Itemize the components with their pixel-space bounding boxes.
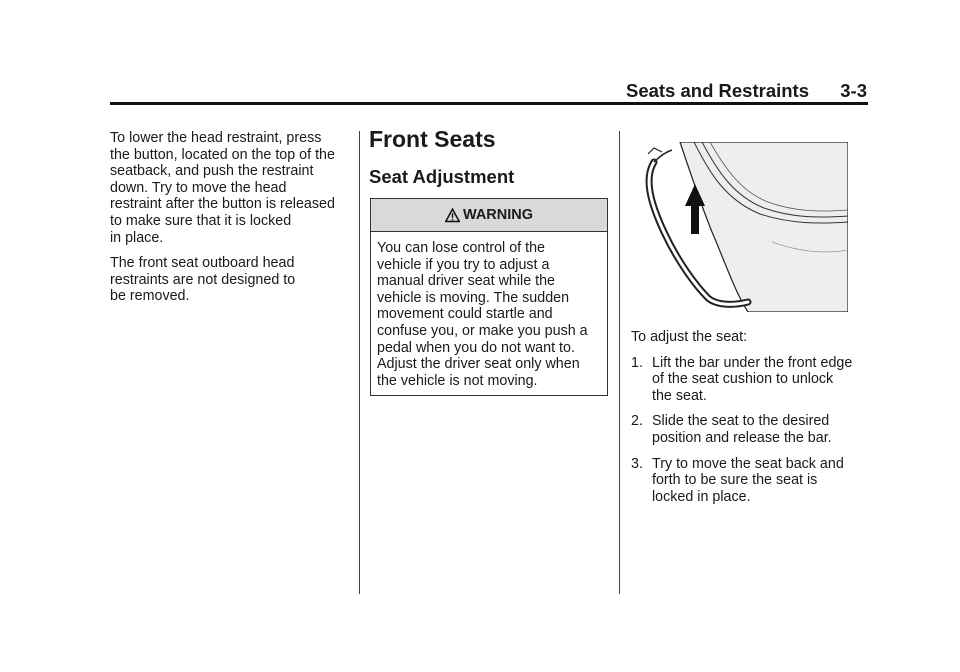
header-rule	[110, 102, 868, 105]
list-item	[631, 456, 871, 506]
step-text: Slide the seat to the desired position and release the bar.	[652, 413, 832, 446]
seat-adjustment-illustration	[640, 142, 848, 312]
list-item	[631, 413, 871, 446]
warning-icon	[445, 208, 460, 223]
steps-intro: To adjust the seat:	[631, 329, 748, 345]
section-heading: Front Seats	[369, 126, 496, 152]
left-column	[110, 130, 350, 314]
step-number: 1.	[631, 354, 643, 371]
step-text: Try to move the seat back and forth to be sure the seat is locked in place.	[652, 455, 844, 505]
paragraph-lower-head-restraint: To lower the head restraint, press the button, located on the top of the seatback, and push the restraint down. Try to move the head restraint after the button is released to make sure that it is locked in place.	[110, 130, 335, 246]
page-number: 3-3	[840, 80, 867, 101]
warning-text: You can lose control of the vehicle if you try to adjust a manual driver seat while the vehicle is moving. The sudden movement could startle and confuse you, or make you push a pedal when you do not want to. Adjust the driver seat only when the vehicle is not moving.	[377, 240, 588, 389]
subsection-heading: Seat Adjustment	[369, 166, 515, 187]
column-divider-right	[619, 131, 620, 594]
header-bar	[627, 80, 867, 104]
column-divider	[359, 131, 360, 594]
section-title: Seats and Restraints	[625, 80, 809, 101]
list-item	[631, 355, 871, 405]
step-text: Lift the bar under the front edge of the seat cushion to unlock the seat.	[652, 354, 853, 404]
warning-label: WARNING	[462, 207, 534, 223]
paragraph-outboard-restraints: The front seat outboard head restraints are not designed to be removed.	[110, 255, 296, 305]
right-column	[631, 329, 871, 514]
steps-list	[631, 355, 871, 506]
step-number: 2.	[631, 413, 643, 430]
step-number: 3.	[631, 455, 643, 472]
warning-header	[371, 199, 607, 232]
warning-box	[370, 198, 608, 396]
